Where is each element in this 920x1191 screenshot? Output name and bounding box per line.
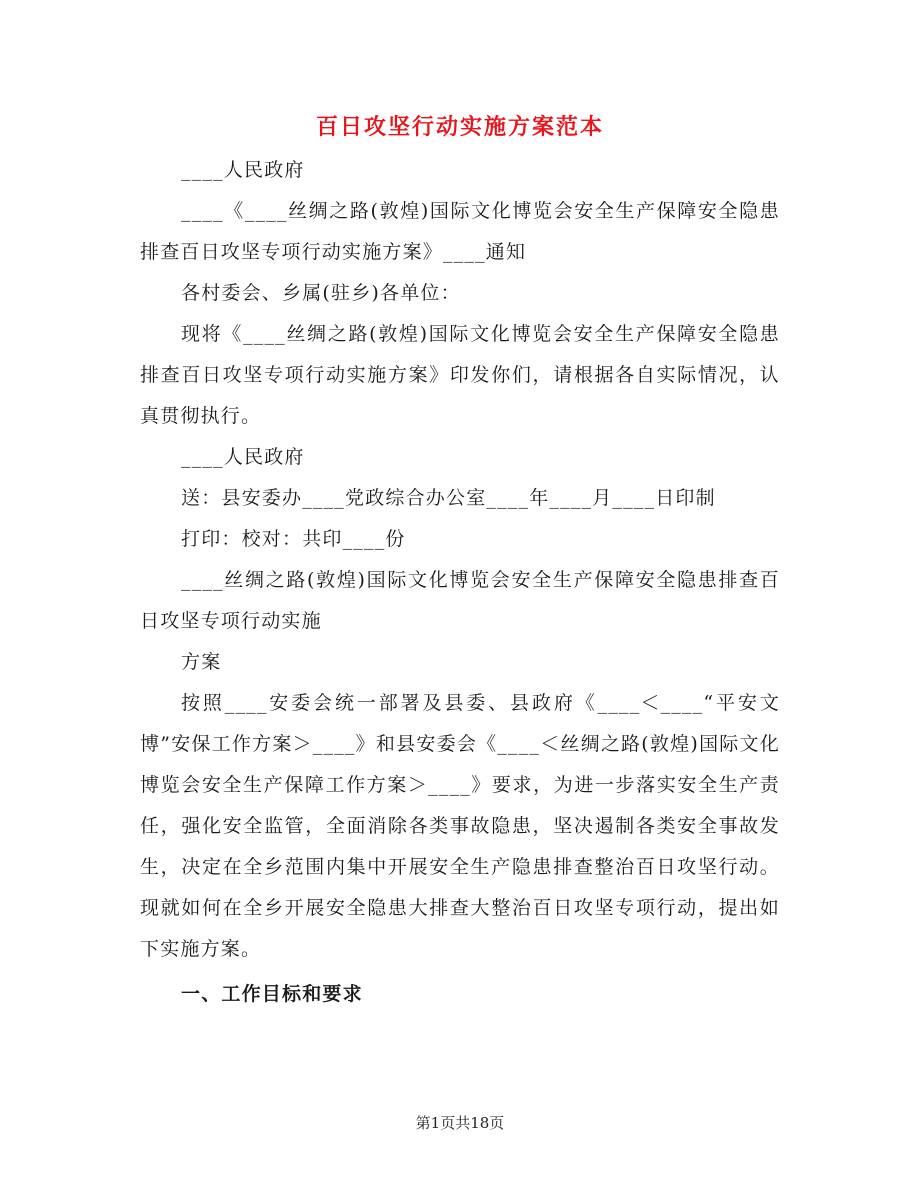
paragraph: ____人民政府	[181, 159, 305, 181]
page-number-footer: 第1页共18页	[415, 1114, 505, 1132]
paragraph: ____《____丝绸之路(敦煌)国际文化博览会安全生产保障安全隐患排查百日攻坚专项行动实施方案》____通知	[140, 200, 780, 263]
document-title: 百日攻坚行动实施方案范本	[315, 114, 604, 140]
paragraph: 各村委会、乡属(驻乡)各单位：	[181, 282, 461, 304]
paragraph: 现将《____丝绸之路(敦煌)国际文化博览会安全生产保障安全隐患排查百日攻坚专项行动实施方案》印发你们，请根据各自实际情况，认真贯彻执行。	[140, 323, 780, 427]
paragraph: 送：县安委办____党政综合办公室____年____月____日印制	[181, 487, 716, 509]
paragraph: 方案	[181, 651, 222, 673]
section-heading: 一、工作目标和要求	[181, 983, 363, 1005]
paragraph: 按照____安委会统一部署及县委、县政府《____＜____“平安文博”安保工作方案＞____》和县安委会《____＜丝绸之路(敦煌)国际文化博览会安全生产保障工作方案＞____》要求，为进一步落实安全生产责任，强化安全监管，全面消除各类事故隐患，坚决遏制各类安全事故发生，决定在全乡范围内集中开展安全生产隐患排查整治百日攻坚行动。现就如何在全乡开展安全隐患大排查大整治百日攻坚专项行动，提出如下实施方案。	[140, 692, 780, 960]
document-body	[140, 150, 780, 1015]
paragraph: ____人民政府	[181, 446, 305, 468]
paragraph: ____丝绸之路(敦煌)国际文化博览会安全生产保障安全隐患排查百日攻坚专项行动实施	[140, 569, 780, 632]
paragraph: 打印：校对：共印____份	[181, 528, 406, 550]
